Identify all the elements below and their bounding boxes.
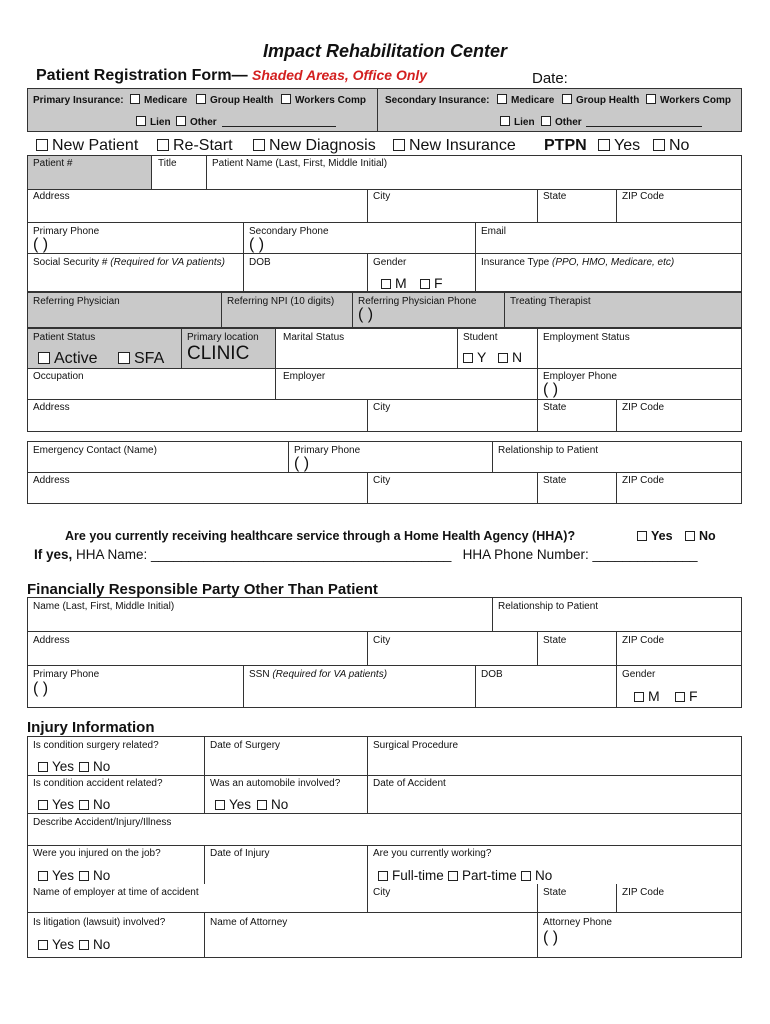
checkbox-icon[interactable] xyxy=(136,116,146,126)
surgery-yes-option[interactable] xyxy=(38,759,74,774)
patient-city-field[interactable]: City xyxy=(373,191,391,202)
option-label: New Insurance xyxy=(409,137,516,154)
emergency-address-field[interactable]: Address xyxy=(33,475,70,486)
checkbox-icon[interactable] xyxy=(215,800,225,810)
option-label: M xyxy=(648,688,660,704)
primary-phone-paren: ( ) xyxy=(33,236,49,253)
shaded-areas-note: Shaded Areas, Office Only xyxy=(252,67,428,83)
ptpn-yes-option[interactable] xyxy=(598,137,640,155)
financial-heading: Financially Responsible Party Other Than Patient xyxy=(27,581,378,598)
status-sfa-option[interactable] xyxy=(118,350,164,368)
option-label: No xyxy=(535,868,553,883)
title-field[interactable]: Title xyxy=(158,158,177,169)
checkbox-icon[interactable] xyxy=(38,871,48,881)
status-active-option[interactable] xyxy=(38,350,98,368)
financial-relationship-field[interactable]: Relationship to Patient xyxy=(498,601,599,612)
injury-zip-field[interactable]: ZIP Code xyxy=(622,887,665,898)
option-label: Yes xyxy=(52,937,75,952)
checkbox-icon[interactable] xyxy=(393,139,405,151)
referring-npi-field[interactable]: Referring NPI (10 digits) xyxy=(227,296,335,307)
primary-lien-option[interactable] xyxy=(136,116,171,128)
option-label: Yes xyxy=(52,797,75,812)
ptpn-label: PTPN xyxy=(544,137,587,154)
option-label: Yes xyxy=(52,759,75,774)
option-label: New Diagnosis xyxy=(269,137,376,154)
option-label: M xyxy=(395,275,407,291)
checkbox-icon[interactable] xyxy=(381,279,391,289)
option-label: No xyxy=(699,529,716,543)
accident-yes-option[interactable] xyxy=(38,797,74,812)
litigation-no-option[interactable] xyxy=(79,937,110,952)
checkbox-icon[interactable] xyxy=(79,762,89,772)
option-label: Other xyxy=(555,117,582,128)
checkbox-icon[interactable] xyxy=(79,871,89,881)
checkbox-icon[interactable] xyxy=(38,762,48,772)
secondary-lien-option[interactable] xyxy=(500,116,535,128)
ssn-label: Social Security # xyxy=(33,257,111,268)
gender-label: Gender xyxy=(373,257,407,268)
hha-question: Are you currently receiving healthcare service through a Home Health Agency (HHA)? xyxy=(65,529,576,543)
financial-state-field[interactable]: State xyxy=(543,635,567,646)
gender-f-option[interactable] xyxy=(420,275,443,291)
primary-group-health-option[interactable] xyxy=(196,94,273,106)
form-header-title: Impact Rehabilitation Center xyxy=(262,41,508,61)
financial-gender-f-option[interactable] xyxy=(675,688,698,704)
student-y-option[interactable] xyxy=(463,349,486,365)
on-job-no-option[interactable] xyxy=(79,868,110,883)
secondary-other-line[interactable] xyxy=(586,126,702,127)
litigation-yes-option[interactable] xyxy=(38,937,74,952)
secondary-insurance-label: Secondary Insurance: xyxy=(385,95,490,106)
status-employment-table xyxy=(27,328,742,432)
secondary-other-option[interactable] xyxy=(541,116,582,128)
employment-status-field[interactable]: Employment Status xyxy=(543,332,630,343)
checkbox-icon[interactable] xyxy=(448,871,458,881)
employer-field[interactable]: Employer xyxy=(283,371,326,382)
option-label: Yes xyxy=(229,797,252,812)
option-label: New Patient xyxy=(52,137,139,154)
surgery-no-option[interactable] xyxy=(79,759,110,774)
checkbox-icon[interactable] xyxy=(500,116,510,126)
option-label: No xyxy=(669,137,690,154)
form-title-text: Patient Registration Form— xyxy=(36,67,248,84)
option-label: Workers Comp xyxy=(295,95,366,106)
on-job-label: Were you injured on the job? xyxy=(33,848,161,859)
financial-ssn-label: SSN xyxy=(249,669,273,680)
option-label: Lien xyxy=(514,117,535,128)
checkbox-icon[interactable] xyxy=(253,139,265,151)
auto-yes-option[interactable] xyxy=(215,797,251,812)
attorney-phone-paren: ( ) xyxy=(543,929,559,946)
ssn-note: (Required for VA patients) xyxy=(110,257,225,268)
option-label: Re-Start xyxy=(173,137,233,154)
gender-m-option[interactable] xyxy=(381,275,407,291)
auto-no-option[interactable] xyxy=(257,797,288,812)
option-label: Yes xyxy=(651,529,673,543)
primary-medicare-option[interactable] xyxy=(130,94,187,106)
date-of-injury-field[interactable]: Date of Injury xyxy=(210,848,270,859)
occupation-field[interactable]: Occupation xyxy=(33,371,84,382)
checkbox-icon[interactable] xyxy=(38,352,50,364)
hha-if-yes: If yes, xyxy=(34,547,77,562)
option-label: F xyxy=(689,688,698,704)
hha-name-field[interactable]: HHA Name: ________________________________________ xyxy=(76,547,452,562)
surgical-procedure-field[interactable]: Surgical Procedure xyxy=(373,740,459,751)
option-label: Workers Comp xyxy=(660,95,731,106)
referring-physician-field[interactable]: Referring Physician xyxy=(33,296,120,307)
insurance-type-note: (PPO, HMO, Medicare, etc) xyxy=(551,257,675,268)
part-time-option[interactable] xyxy=(448,868,517,883)
new-patient-option[interactable] xyxy=(36,137,138,155)
student-label: Student xyxy=(463,332,498,343)
checkbox-icon[interactable] xyxy=(598,139,610,151)
primary-insurance-label: Primary Insurance: xyxy=(33,95,124,106)
option-label: Full-time xyxy=(392,868,444,883)
referring-phone-paren: ( ) xyxy=(358,306,374,323)
litigation-label: Is litigation (lawsuit) involved? xyxy=(33,917,166,928)
option-label: Other xyxy=(190,117,217,128)
checkbox-icon[interactable] xyxy=(685,531,695,541)
emergency-city-field[interactable]: City xyxy=(373,475,391,486)
secondary-phone-paren: ( ) xyxy=(249,236,265,253)
patient-address-field[interactable]: Address xyxy=(33,191,70,202)
financial-name-field[interactable]: Name (Last, First, Middle Initial) xyxy=(33,601,175,612)
employer-phone-paren: ( ) xyxy=(543,381,559,398)
checkbox-icon[interactable] xyxy=(541,116,551,126)
insurance-type-label: Insurance Type xyxy=(481,257,552,268)
financial-gender-label: Gender xyxy=(622,669,656,680)
primary-other-option[interactable] xyxy=(176,116,217,128)
primary-location-label: Primary location xyxy=(187,332,259,343)
checkbox-icon[interactable] xyxy=(646,94,656,104)
primary-location-value: CLINIC xyxy=(187,343,250,364)
option-label: No xyxy=(93,937,111,952)
new-insurance-option[interactable] xyxy=(393,137,516,155)
checkbox-icon[interactable] xyxy=(157,139,169,151)
dob-field[interactable]: DOB xyxy=(249,257,271,268)
checkbox-icon[interactable] xyxy=(637,531,647,541)
employer-city-field[interactable]: City xyxy=(373,402,391,413)
patient-name-field[interactable]: Patient Name (Last, First, Middle Initial) xyxy=(212,158,388,169)
patient-number-field[interactable]: Patient # xyxy=(33,158,73,169)
attorney-name-field[interactable]: Name of Attorney xyxy=(210,917,288,928)
student-n-option[interactable] xyxy=(498,349,522,365)
employer-phone-field[interactable]: Employer Phone xyxy=(543,371,617,382)
option-label: No xyxy=(93,868,111,883)
option-label: No xyxy=(271,797,289,812)
secondary-group-health-option[interactable] xyxy=(562,94,639,106)
email-field[interactable]: Email xyxy=(481,226,507,237)
financial-city-field[interactable]: City xyxy=(373,635,391,646)
option-label: Group Health xyxy=(576,95,640,106)
checkbox-icon[interactable] xyxy=(36,139,48,151)
patient-status-label: Patient Status xyxy=(33,332,96,343)
employer-at-accident-field[interactable]: Name of employer at time of accident xyxy=(33,887,199,898)
checkbox-icon[interactable] xyxy=(38,940,48,950)
checkbox-icon[interactable] xyxy=(521,871,531,881)
financial-address-field[interactable]: Address xyxy=(33,635,70,646)
full-time-option[interactable] xyxy=(378,868,444,883)
checkbox-icon[interactable] xyxy=(653,139,665,151)
option-label: Medicare xyxy=(511,95,555,106)
patient-info-table xyxy=(27,155,742,292)
patient-state-field[interactable]: State xyxy=(543,191,567,202)
option-label: Lien xyxy=(150,117,171,128)
secondary-phone-field[interactable]: Secondary Phone xyxy=(249,226,329,237)
checkbox-icon[interactable] xyxy=(378,871,388,881)
date-of-surgery-field[interactable]: Date of Surgery xyxy=(210,740,281,751)
date-of-accident-field[interactable]: Date of Accident xyxy=(373,778,446,789)
ssn-field[interactable] xyxy=(33,257,225,268)
checkbox-icon[interactable] xyxy=(675,692,685,702)
checkbox-icon[interactable] xyxy=(562,94,572,104)
option-label: Medicare xyxy=(144,95,188,106)
injury-city-field[interactable]: City xyxy=(373,887,391,898)
financial-dob-field[interactable]: DOB xyxy=(481,669,503,680)
emergency-relationship-field[interactable]: Relationship to Patient xyxy=(498,445,599,456)
checkbox-icon[interactable] xyxy=(79,940,89,950)
option-label: Yes xyxy=(52,868,75,883)
secondary-workers-comp-option[interactable] xyxy=(646,94,731,106)
checkbox-icon[interactable] xyxy=(463,353,473,363)
working-no-option[interactable] xyxy=(521,868,552,883)
checkbox-icon[interactable] xyxy=(79,800,89,810)
checkbox-icon[interactable] xyxy=(281,94,291,104)
on-job-yes-option[interactable] xyxy=(38,868,74,883)
checkbox-icon[interactable] xyxy=(498,353,508,363)
checkbox-icon[interactable] xyxy=(257,800,267,810)
option-label: Group Health xyxy=(210,95,274,106)
insurance-type-field[interactable] xyxy=(481,257,674,268)
primary-phone-field[interactable]: Primary Phone xyxy=(33,226,100,237)
financial-ssn-note: (Required for VA patients) xyxy=(272,669,388,680)
checkbox-icon[interactable] xyxy=(497,94,507,104)
form-title xyxy=(36,67,427,85)
emergency-contact-field[interactable]: Emergency Contact (Name) xyxy=(33,445,157,456)
hha-details-line xyxy=(34,547,698,562)
ptpn-no-option[interactable] xyxy=(653,137,689,155)
surgery-related-label: Is condition surgery related? xyxy=(33,740,159,751)
option-label: Part-time xyxy=(462,868,517,883)
emergency-zip-field[interactable]: ZIP Code xyxy=(622,475,665,486)
checkbox-icon[interactable] xyxy=(634,692,644,702)
attorney-phone-field[interactable]: Attorney Phone xyxy=(543,917,612,928)
accident-related-label: Is condition accident related? xyxy=(33,778,163,789)
emergency-phone-field[interactable]: Primary Phone xyxy=(294,445,361,456)
date-label: Date: xyxy=(532,70,568,87)
hha-yes-option[interactable] xyxy=(637,529,673,543)
describe-injury-field[interactable]: Describe Accident/Injury/Illness xyxy=(33,817,172,828)
checkbox-icon[interactable] xyxy=(130,94,140,104)
financial-zip-field[interactable]: ZIP Code xyxy=(622,635,665,646)
treating-therapist-field[interactable]: Treating Therapist xyxy=(510,296,591,307)
new-diagnosis-option[interactable] xyxy=(253,137,376,155)
financial-gender-m-option[interactable] xyxy=(634,688,660,704)
emergency-phone-paren: ( ) xyxy=(294,455,310,472)
hha-no-option[interactable] xyxy=(685,529,716,543)
hha-phone-field[interactable]: HHA Phone Number: ______________ xyxy=(462,547,698,562)
secondary-medicare-option[interactable] xyxy=(497,94,554,106)
checkbox-icon[interactable] xyxy=(420,279,430,289)
option-label: Active xyxy=(54,350,98,367)
checkbox-icon[interactable] xyxy=(176,116,186,126)
re-start-option[interactable] xyxy=(157,137,233,155)
employer-address-field[interactable]: Address xyxy=(33,402,70,413)
injury-heading: Injury Information xyxy=(27,719,155,736)
auto-involved-label: Was an automobile involved? xyxy=(210,778,341,789)
currently-working-label: Are you currently working? xyxy=(373,848,492,859)
financial-phone-field[interactable]: Primary Phone xyxy=(33,669,100,680)
option-label: Yes xyxy=(614,137,641,154)
checkbox-icon[interactable] xyxy=(118,352,130,364)
employer-zip-field[interactable]: ZIP Code xyxy=(622,402,665,413)
checkbox-icon[interactable] xyxy=(38,800,48,810)
checkbox-icon[interactable] xyxy=(196,94,206,104)
option-label: No xyxy=(93,797,111,812)
option-label: F xyxy=(434,275,443,291)
marital-status-field[interactable]: Marital Status xyxy=(283,332,345,343)
employer-state-field[interactable]: State xyxy=(543,402,567,413)
financial-phone-paren: ( ) xyxy=(33,680,49,697)
option-label: No xyxy=(93,759,111,774)
option-label: N xyxy=(512,349,523,365)
accident-no-option[interactable] xyxy=(79,797,110,812)
primary-workers-comp-option[interactable] xyxy=(281,94,366,106)
option-label: SFA xyxy=(134,350,165,367)
option-label: Y xyxy=(477,349,487,365)
primary-other-line[interactable] xyxy=(222,126,336,127)
financial-ssn-field[interactable] xyxy=(249,669,387,680)
patient-zip-field[interactable]: ZIP Code xyxy=(622,191,665,202)
referring-phone-field[interactable]: Referring Physician Phone xyxy=(358,296,477,307)
injury-state-field[interactable]: State xyxy=(543,887,567,898)
emergency-state-field[interactable]: State xyxy=(543,475,567,486)
